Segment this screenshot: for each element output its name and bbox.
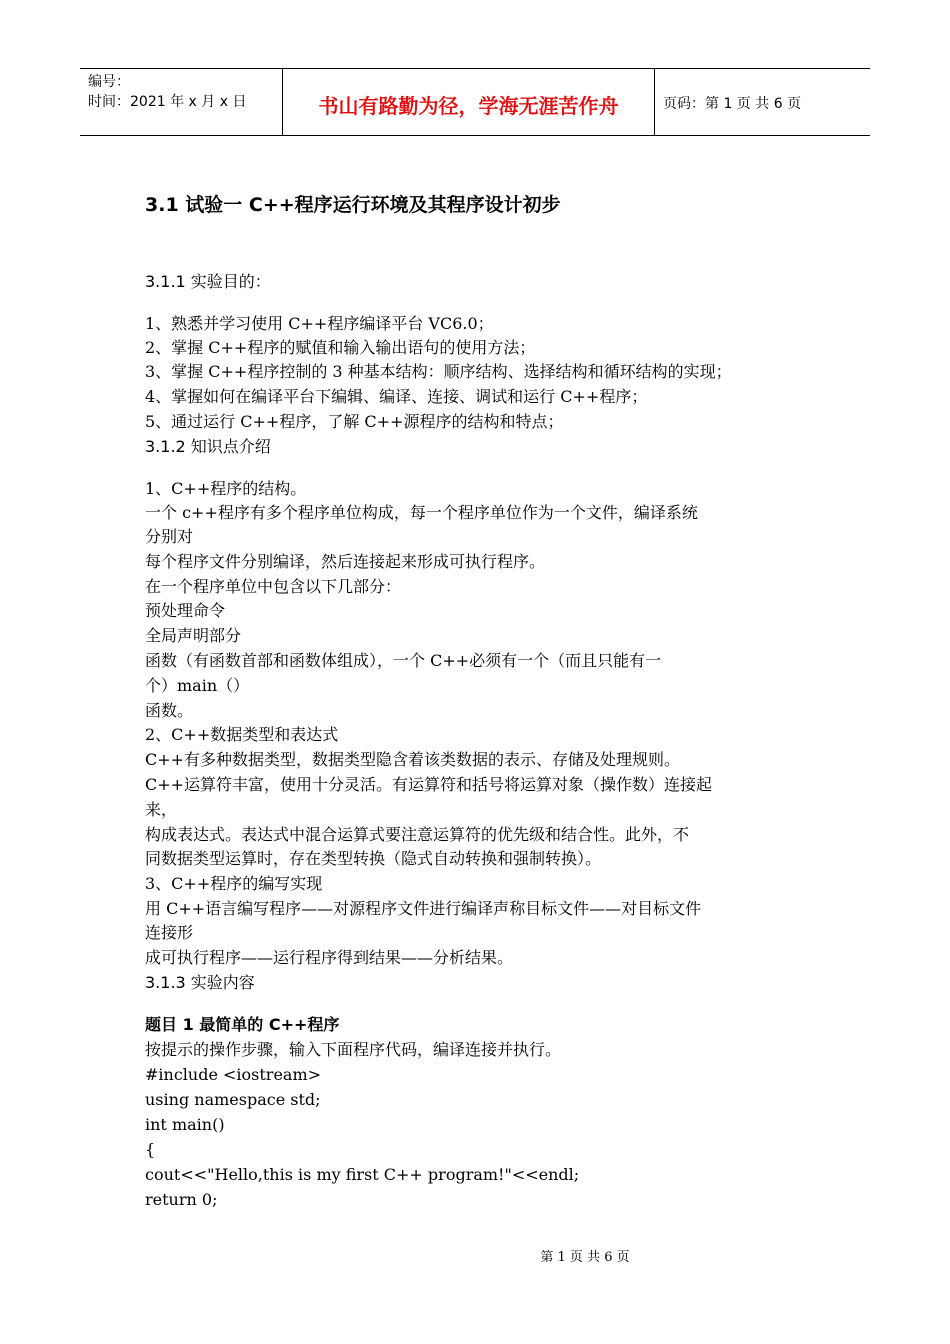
header-motto: 书山有路勤为径，学海无涯苦作舟	[282, 69, 655, 135]
code-line: cout<<"Hello,this is my first C++ program!"<<endl;	[145, 1165, 580, 1184]
knowledge-line: 成可执行程序——运行程序得到结果——分析结果。	[145, 948, 514, 967]
page-header	[80, 68, 870, 136]
objective-item: 2、掌握 C++程序的赋值和输入输出语句的使用方法；	[145, 338, 536, 357]
knowledge-line: 连接形	[145, 923, 194, 942]
task-title: 题目 1 最简单的 C++程序	[145, 1015, 340, 1034]
knowledge-line: C++运算符丰富，使用十分灵活。有运算符和括号将运算对象（操作数）连接起	[145, 775, 713, 794]
knowledge-line: 构成表达式。表达式中混合运算式要注意运算符的优先级和结合性。此外，不	[145, 825, 690, 844]
knowledge-line: 函数。	[145, 701, 194, 720]
task-description: 按提示的操作步骤，输入下面程序代码，编译连接并执行。	[145, 1040, 562, 1059]
objective-item: 4、掌握如何在编译平台下编辑、编译、连接、调试和运行 C++程序；	[145, 387, 648, 406]
knowledge-line: 1、C++程序的结构。	[145, 479, 307, 498]
code-line: int main()	[145, 1115, 225, 1134]
knowledge-line: 全局声明部分	[145, 626, 242, 645]
code-line: #include <iostream>	[145, 1065, 322, 1084]
knowledge-line: 分别对	[145, 527, 194, 546]
knowledge-line: 同数据类型运算时，存在类型转换（隐式自动转换和强制转换）。	[145, 849, 602, 868]
knowledge-line: 每个程序文件分别编译，然后连接起来形成可执行程序。	[145, 552, 546, 571]
knowledge-line: 用 C++语言编写程序——对源程序文件进行编译声称目标文件——对目标文件	[145, 899, 702, 918]
knowledge-line: C++有多种数据类型，数据类型隐含着该类数据的表示、存储及处理规则。	[145, 750, 681, 769]
code-line: {	[145, 1140, 156, 1159]
page-footer: 第 1 页 共 6 页	[540, 1250, 630, 1265]
knowledge-line: 来，	[145, 800, 178, 819]
objective-item: 5、通过运行 C++程序，了解 C++源程序的结构和特点；	[145, 412, 564, 431]
document-title: 3.1 试验一 C++程序运行环境及其程序设计初步	[145, 194, 561, 216]
knowledge-line: 预处理命令	[145, 601, 226, 620]
header-number-label: 编号：	[88, 74, 130, 90]
code-line: return 0;	[145, 1190, 218, 1209]
objective-item: 3、掌握 C++程序控制的 3 种基本结构：顺序结构、选择结构和循环结构的实现；	[145, 362, 732, 381]
section-heading-content: 3.1.3 实验内容	[145, 973, 255, 992]
code-line: using namespace std;	[145, 1090, 321, 1109]
section-heading-knowledge: 3.1.2 知识点介绍	[145, 437, 271, 456]
objective-item: 1、熟悉并学习使用 C++程序编译平台 VC6.0；	[145, 314, 494, 333]
knowledge-line: 个）main（）	[145, 676, 250, 695]
knowledge-line: 2、C++数据类型和表达式	[145, 725, 339, 744]
knowledge-line: 3、C++程序的编写实现	[145, 874, 323, 893]
section-heading-objectives: 3.1.1 实验目的：	[145, 272, 271, 291]
header-meta	[80, 69, 282, 135]
header-page-info: 页码：第 1 页 共 6 页	[663, 96, 802, 112]
knowledge-line: 在一个程序单位中包含以下几部分：	[145, 577, 402, 596]
knowledge-line: 一个 c++程序有多个程序单位构成，每一个程序单位作为一个文件，编译系统	[145, 503, 698, 522]
knowledge-line: 函数（有函数首部和函数体组成），一个 C++必须有一个（而且只能有一	[145, 651, 662, 670]
header-date-label: 时间：2021 年 x 月 x 日	[88, 94, 247, 110]
